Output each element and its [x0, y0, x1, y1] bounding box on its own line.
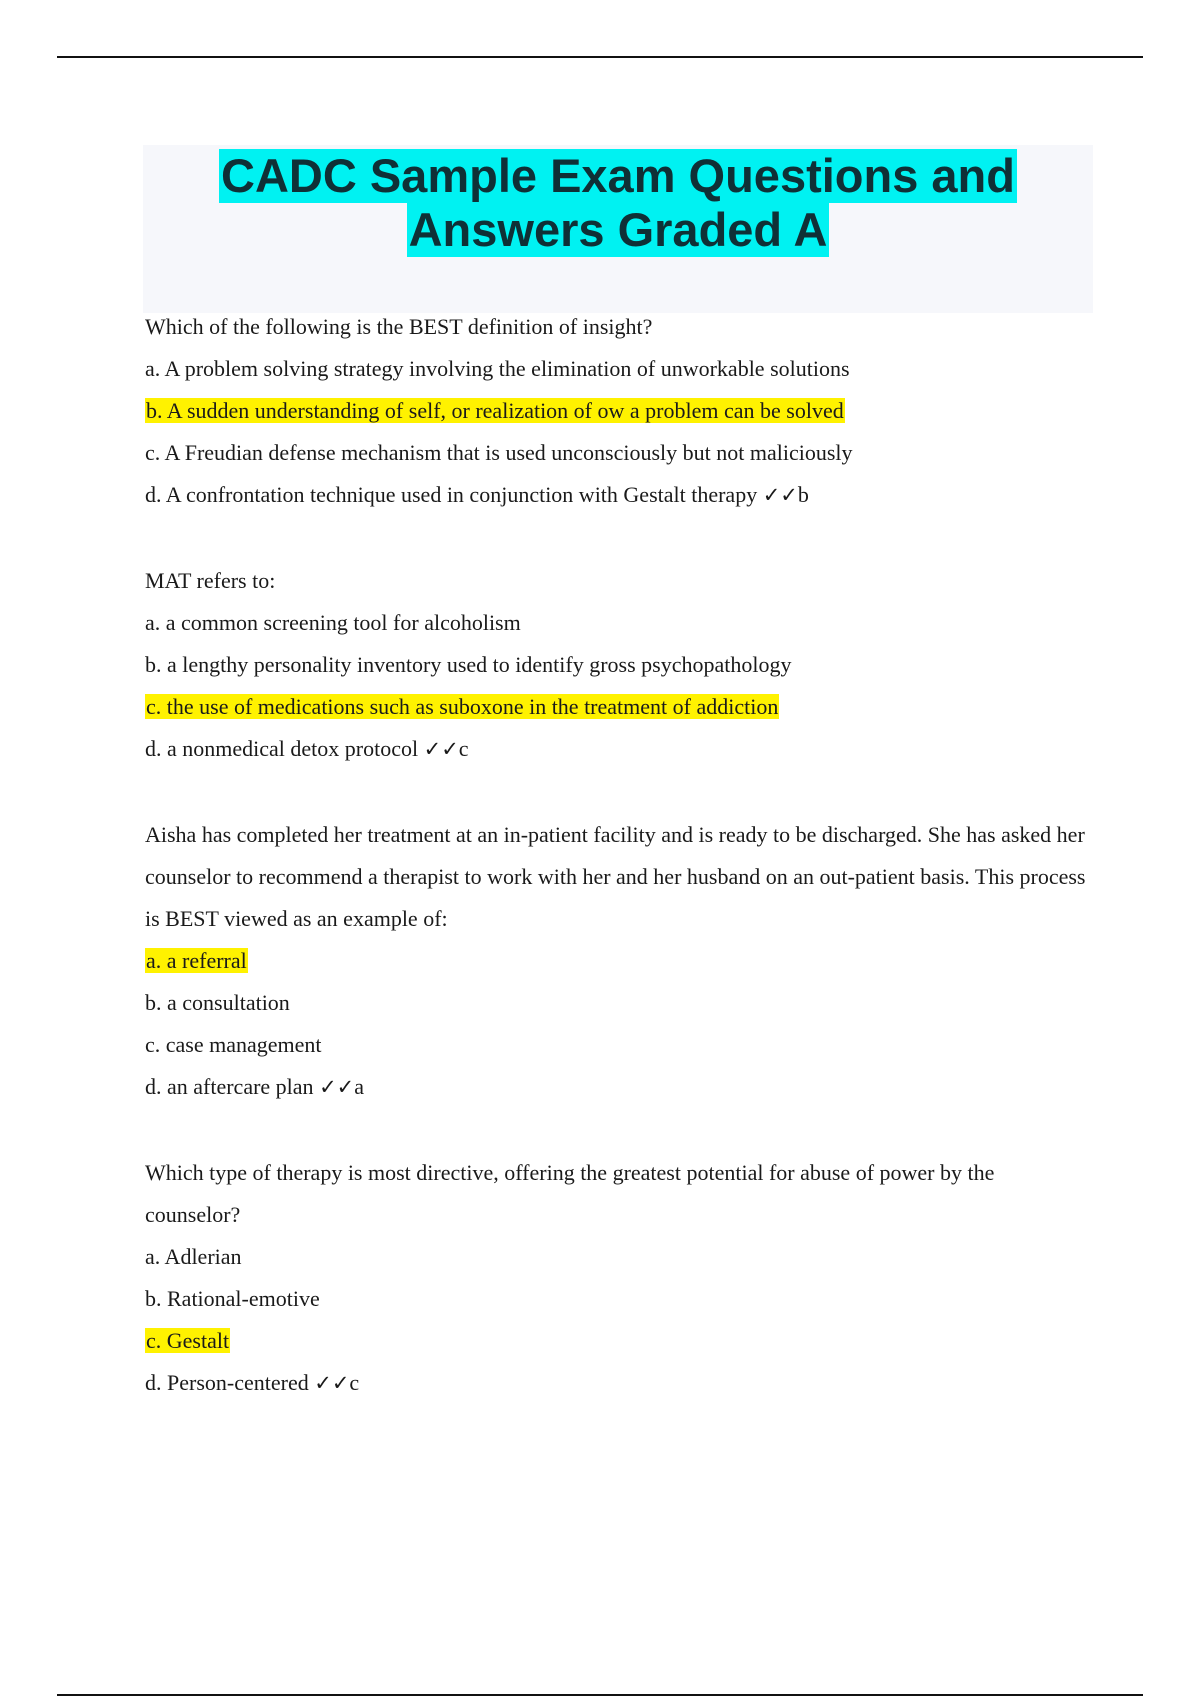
document-title-line-1: CADC Sample Exam Questions and: [221, 149, 1015, 202]
bottom-rule: [57, 1694, 1143, 1696]
question-3: [145, 814, 1095, 1108]
questions-list: [145, 306, 1095, 1448]
answer-key: a: [354, 1074, 365, 1099]
check-mark-icon: ✓✓: [314, 1371, 350, 1395]
option-b: b. a consultation: [145, 990, 290, 1015]
check-mark-icon: ✓✓: [423, 737, 459, 761]
option-d: d. A confrontation technique used in conjunction with Gestalt therapy: [145, 482, 758, 507]
question-text: MAT refers to:: [145, 568, 276, 593]
answer-key: b: [797, 482, 809, 507]
answer-key: c: [349, 1370, 360, 1395]
question-1: [145, 306, 1095, 516]
option-a: a. Adlerian: [145, 1244, 242, 1269]
option-a: a. a common screening tool for alcoholism: [145, 610, 521, 635]
option-c-highlighted: c. Gestalt: [146, 1328, 230, 1353]
question-text: Which of the following is the BEST definition of insight?: [145, 314, 653, 339]
question-2: [145, 560, 1095, 770]
option-c-highlighted: c. the use of medications such as suboxone in the treatment of addiction: [146, 694, 779, 719]
question-text: Which type of therapy is most directive, offering the greatest potential for abuse of power by the counselor?: [145, 1160, 995, 1227]
question-text: Aisha has completed her treatment at an in-patient facility and is ready to be discharged. She has asked her counselor to recommend a therapist to work with her and her husband on an out-patient basis. This process is BEST viewed as an example of:: [145, 822, 1086, 931]
option-a-highlighted: a. a referral: [146, 948, 247, 973]
option-b-highlighted: b. A sudden understanding of self, or realization of ow a problem can be solved: [146, 398, 844, 423]
option-d: d. Person-centered: [145, 1370, 309, 1395]
question-4: [145, 1152, 1095, 1404]
option-c: c. case management: [145, 1032, 322, 1057]
option-d: d. a nonmedical detox protocol: [145, 736, 419, 761]
answer-key: c: [458, 736, 469, 761]
document-title-line-2: Answers Graded A: [408, 203, 828, 256]
title-box: [143, 145, 1093, 313]
option-d: d. an aftercare plan: [145, 1074, 314, 1099]
option-b: b. a lengthy personality inventory used to identify gross psychopathology: [145, 652, 792, 677]
check-mark-icon: ✓✓: [319, 1075, 355, 1099]
check-mark-icon: ✓✓: [762, 483, 798, 507]
top-rule: [57, 56, 1143, 58]
option-c: c. A Freudian defense mechanism that is used unconsciously but not maliciously: [145, 440, 853, 465]
option-a: a. A problem solving strategy involving the elimination of unworkable solutions: [145, 356, 850, 381]
option-b: b. Rational-emotive: [145, 1286, 320, 1311]
